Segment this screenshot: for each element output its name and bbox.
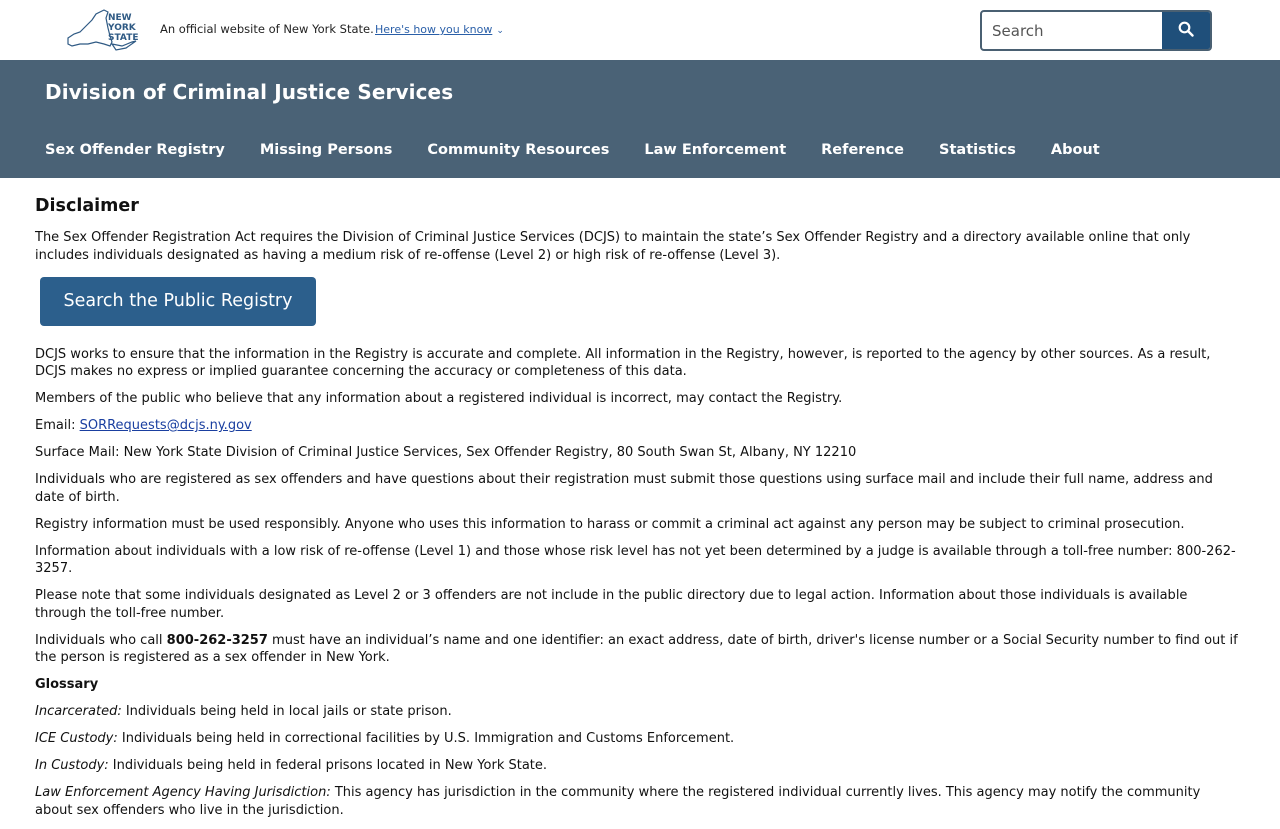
- search-button[interactable]: [1162, 12, 1210, 49]
- glossary-item-incarcerated: [35, 703, 1240, 721]
- email-line: [35, 417, 1240, 435]
- legal-action-paragraph: Please note that some individuals designated as Level 2 or 3 offenders are not include in the public directory due to legal action. Information about those individuals is available through the toll-free number.: [35, 588, 1188, 621]
- nav-sex-offender-registry[interactable]: Sex Offender Registry: [45, 142, 225, 158]
- glossary-definition: Individuals being held in local jails or state prison.: [121, 704, 452, 719]
- search-input[interactable]: [982, 12, 1162, 49]
- accuracy-paragraph: DCJS works to ensure that the information in the Registry is accurate and complete. All information in the Registry, however, is reported to the agency by other sources. As a result, DCJS makes no express or implied guarantee concerning the accuracy or completeness of this data.: [35, 346, 1211, 379]
- glossary-term: In Custody:: [35, 758, 109, 773]
- glossary-term: Law Enforcement Agency Having Jurisdiction:: [35, 785, 331, 800]
- surface-mail-line: Surface Mail: New York State Division of Criminal Justice Services, Sex Offender Registry, 80 South Swan St, Albany, NY 12210: [35, 445, 857, 460]
- caller-text-pre: Individuals who call: [35, 632, 167, 648]
- glossary-title: Glossary: [35, 677, 99, 692]
- agency-header: [0, 60, 1280, 178]
- glossary-definition: This agency has jurisdiction in the community where the registered individual currently lives. This agency may notify the community about sex offenders who live in the jurisdiction.: [35, 785, 1201, 818]
- search-public-registry-button[interactable]: Search the Public Registry: [40, 277, 316, 326]
- nav-community-resources[interactable]: Community Resources: [427, 142, 610, 158]
- registered-questions-paragraph: Individuals who are registered as sex offenders and have questions about their registration must submit those questions using surface mail and include their full name, address and date of birth.: [35, 472, 1213, 505]
- glossary-term: ICE Custody:: [35, 731, 118, 746]
- universal-header: [0, 0, 1280, 60]
- nav-about[interactable]: About: [1050, 142, 1100, 158]
- how-you-know-toggle[interactable]: [375, 23, 504, 36]
- logo-text-new: NEW: [108, 13, 132, 23]
- logo-text-york: YORK: [108, 23, 136, 33]
- main-nav: [45, 142, 1135, 158]
- nav-reference[interactable]: Reference: [821, 142, 905, 158]
- glossary-term: Incarcerated:: [35, 704, 122, 719]
- caller-requirements-paragraph: [35, 632, 1240, 667]
- logo-text-state: STATE: [108, 33, 139, 43]
- page-title: Disclaimer: [35, 196, 139, 216]
- email-link[interactable]: SORRequests@dcjs.ny.gov: [79, 418, 252, 433]
- caller-text-post: must have an individual’s name and one identifier: an exact address, date of birth, driver's license number or a Social Security number to find out if the person is registered as a sex offender in New York.: [35, 632, 1238, 665]
- intro-paragraph: The Sex Offender Registration Act requires the Division of Criminal Justice Services (DCJS) to maintain the state’s Sex Offender Registry and a directory available online that only includes individuals designated as having a medium risk of re-offense (Level 2) or high risk of re-offense (Level 3).: [35, 230, 1191, 263]
- chevron-down-icon: ⌄: [496, 26, 504, 36]
- level1-info-paragraph: Information about individuals with a low risk of re-offense (Level 1) and those whose risk level has not yet been determined by a judge is available through a toll-free number: 800-262-3257.: [35, 543, 1236, 576]
- glossary-definition: Individuals being held in federal prisons located in New York State.: [108, 758, 548, 773]
- ny-state-logo-icon[interactable]: [66, 8, 142, 54]
- nav-law-enforcement[interactable]: Law Enforcement: [644, 142, 787, 158]
- official-website-text: An official website of New York State.: [160, 22, 374, 36]
- glossary-item-in-custody: [35, 757, 1240, 775]
- toll-free-number: 800-262-3257: [166, 632, 268, 648]
- email-label: Email:: [35, 418, 80, 433]
- agency-title[interactable]: Division of Criminal Justice Services: [45, 80, 454, 104]
- nav-missing-persons[interactable]: Missing Persons: [259, 142, 393, 158]
- how-you-know-label: Here's how you know: [375, 23, 493, 36]
- glossary-item-law-enforcement-agency: [35, 784, 1240, 819]
- responsible-use-paragraph: Registry information must be used responsibly. Anyone who uses this information to harass or commit a criminal act against any person may be subject to criminal prosecution.: [35, 516, 1185, 532]
- search-icon: [1178, 21, 1194, 37]
- glossary-item-ice-custody: [35, 730, 1240, 748]
- glossary-definition: Individuals being held in correctional facilities by U.S. Immigration and Customs Enforcement.: [117, 731, 735, 746]
- nav-statistics[interactable]: Statistics: [939, 142, 1016, 158]
- main-content: [35, 195, 1240, 829]
- site-search: [980, 10, 1212, 51]
- contact-paragraph: Members of the public who believe that any information about a registered individual is incorrect, may contact the Registry.: [35, 391, 843, 406]
